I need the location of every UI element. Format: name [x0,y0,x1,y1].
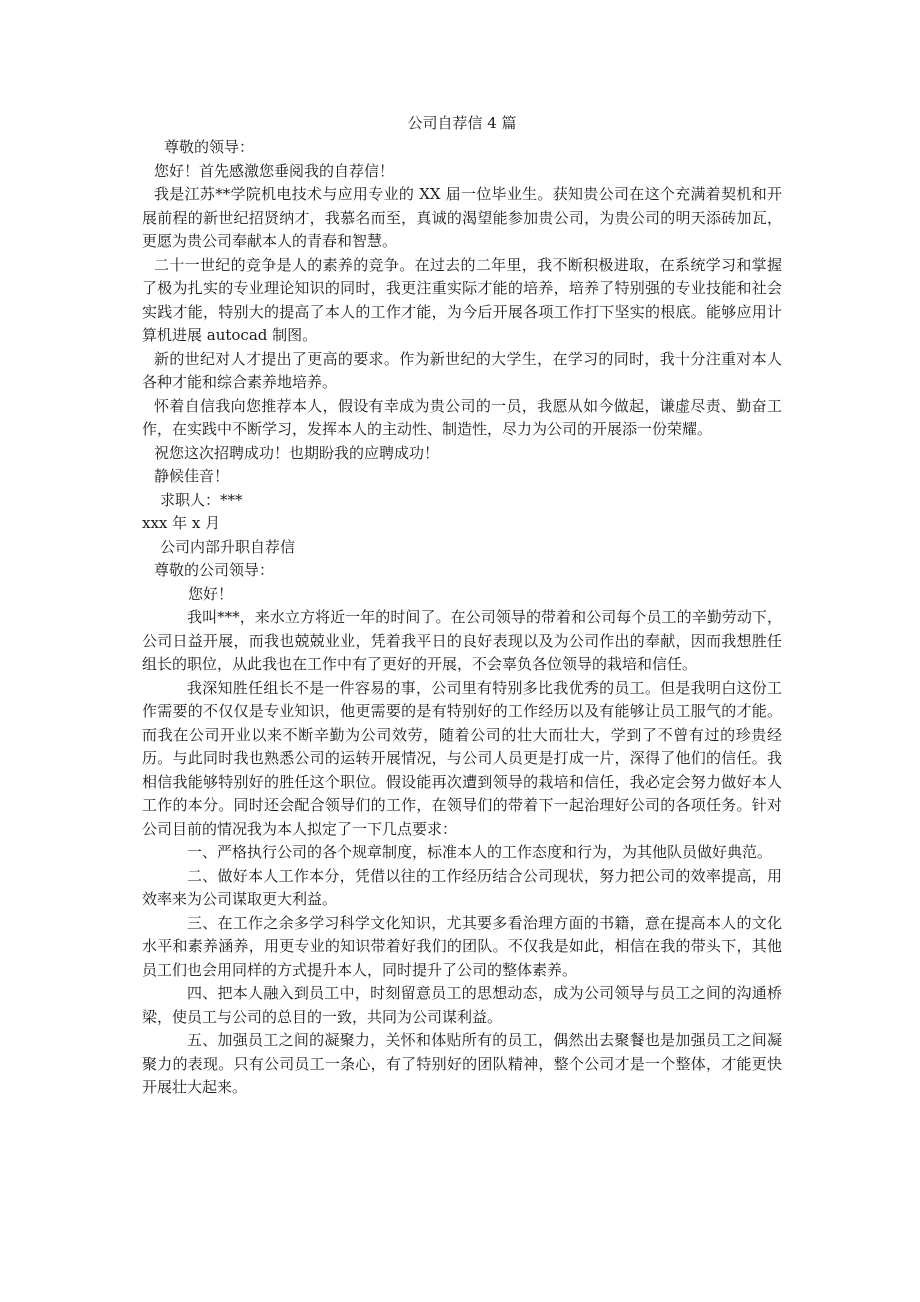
letter1-applicant: 求职人：*** [160,490,243,509]
letter1-wish: 祝您这次招聘成功！也期盼我的应聘成功！ [154,443,440,462]
letter2-paragraph-2: 我深知胜任组长不是一件容易的事，公司里有特别多比我优秀的员工。但是我明白这份工作需要的不仅仅是专业知识，他更需要的是有特别好的工作经历以及有能够让员工服气的才能。而我在公司开业以来不断辛勤为公司效劳，随着公司的壮大而壮大，学到了不曾有过的珍贵经历。与此同时我也熟悉公司的运转开展情况，与公司人员更是打成一片，深得了他们的信任。我相信我能够特别好的胜任这个职位。假设能再次遭到领导的栽培和信任，我必定会努力做好本人工作的本分。同时还会配合领导们的工作，在领导们的带着下一起治理好公司的各项任务。针对公司目前的情况我为本人拟定了一下几点要求： [142,678,782,838]
letter1-salutation: 尊敬的领导： [164,138,255,156]
letter2-item-5: 五、加强员工之间的凝聚力，关怀和体贴所有的员工，偶然出去聚餐也是加强员工之间凝聚力的表现。只有公司员工一条心，有了特别好的团队精神，整个公司才是一个整体，才能更快开展壮大起来。 [142,1031,782,1096]
letter1-paragraph-3: 新的世纪对人才提出了更高的要求。作为新世纪的大学生，在学习的同时，我十分注重对本人各种才能和综合素养地培养。 [142,349,782,391]
letter1-date: xxx 年 x 月 [142,514,221,532]
letter2-paragraph-1: 我叫***，来水立方将近一年的时间了。在公司领导的带着和公司每个员工的辛勤劳动下，公司日益开展，而我也兢兢业业，凭着我平日的良好表现以及为公司作出的奉献，因而我想胜任组长的职位，从此我也在工作中有了更好的开展，不会辜负各位领导的栽培和信任。 [142,608,782,673]
letter2-title: 公司内部升职自荐信 [160,537,296,556]
letter2-item-1: 一、严格执行公司的各个规章制度，标准本人的工作态度和行为，为其他队员做好典范。 [187,843,773,861]
letter1-paragraph-1: 我是江苏**学院机电技术与应用专业的 XX 届一位毕业生。获知贵公司在这个充满着契机和开展前程的新世纪招贤纳才，我慕名而至，真诚的渴望能参加贵公司，为贵公司的明天添砖加瓦，更愿为贵公司奉献本人的青春和智慧。 [142,185,782,250]
letter1-greeting: 您好！首先感激您垂阅我的自荐信！ [154,161,395,180]
letter1-paragraph-2: 二十一世纪的竞争是人的素养的竞争。在过去的二年里，我不断积极进取，在系统学习和掌握了极为扎实的专业理论知识的同时，我更注重实际才能的培养，培养了特别强的专业技能和社会实践才能，特别大的提高了本人的工作才能，为今后开展各项工作打下坚实的根底。能够应用计算机进展 autocad 制图。 [142,255,782,344]
document-page [142,112,782,1100]
letter2-item-2: 二、做好本人工作本分，凭借以往的工作经历结合公司现状，努力把公司的效率提高，用效率来为公司谋取更大利益。 [142,866,782,908]
letter2-greeting: 您好！ [188,584,234,603]
letter2-item-4: 四、把本人融入到员工中，时刻留意员工的思想动态，成为公司领导与员工之间的沟通桥梁，使员工与公司的总目的一致，共同为公司谋利益。 [142,984,782,1026]
letter1-closing: 静候佳音！ [154,467,230,485]
document-title: 公司自荐信 4 篇 [407,114,517,132]
letter2-salutation: 尊敬的公司领导： [154,561,275,579]
letter2-item-3: 三、在工作之余多学习科学文化知识，尤其要多看治理方面的书籍，意在提高本人的文化水平和素养涵养，用更专业的知识带着好我们的团队。不仅我是如此，相信在我的带头下，其他员工们也会用同样的方式提升本人，同时提升了公司的整体素养。 [142,913,782,979]
letter1-paragraph-4: 怀着自信我向您推荐本人，假设有幸成为贵公司的一员，我愿从如今做起，谦虚尽责、勤奋工作，在实践中不断学习，发挥本人的主动性、制造性，尽力为公司的开展添一份荣耀。 [142,396,782,438]
